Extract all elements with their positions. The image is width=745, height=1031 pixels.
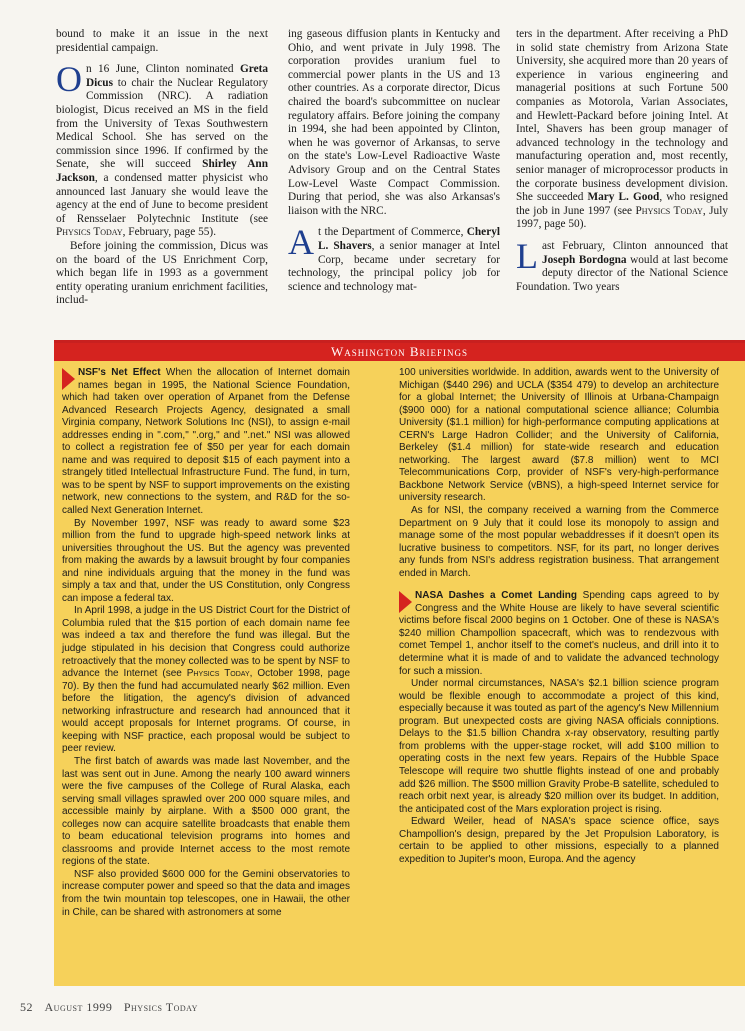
issue-date: August 1999: [44, 1000, 113, 1014]
paragraph: On 16 June, Clinton nominated Greta Dicus to chair the Nuclear Regulatory Commission (NRC). A radiation biologist, Dicus received an MS in the field from the University of Texas Southwestern Medical School. She has served on the commission since 1996. If confirmed by the Senate, she will succeed Shirley Ann Jackson, a condensed matter physicist who announced last January she would leave the agency at the end of June to become president of Rensselaer Polytechnic Institute (see Physics Today, February, page 55).: [56, 59, 268, 239]
person-name: Mary L. Good: [587, 191, 660, 204]
drop-cap: O: [56, 59, 82, 100]
page-number: 52: [20, 1000, 33, 1014]
person-name: Greta Dicus: [86, 63, 268, 89]
drop-cap: L: [516, 235, 538, 276]
briefing-heading: NASA Dashes a Comet Landing: [415, 590, 577, 602]
paragraph: As for NSI, the company received a warning from the Commerce Department on 9 July that it could lose its monopoly to assign and manage some of the most popular webaddresses if it doesn't open its lucrative business to competitors. NSF, for its part, no longer derives any funds from NSI's address registration business. That arrangement ended in March.: [399, 505, 719, 579]
paragraph: ing gaseous diffusion plants in Kentucky and Ohio, and went private in July 1998. The corporation provides uranium fuel to commercial power plants in the US and 13 other countries. As a corporate director, Dicus chaired the board's subcommittee on nuclear regulatory affairs. Before joining the company in 1994, she had been appointed by Clinton, when he was governor of Arkansas, to serve on the state's Low-Level Radioactive Waste Advisory Group and on the Central States Low-Level Waste Compact Commission. During that period, she was also Arkansas's liaison with the NRC.: [288, 28, 500, 217]
article-column-2: [288, 28, 500, 294]
paragraph: NSF's Net Effect When the allocation of Internet domain names began in 1995, the National Science Foundation, which had taken over operation of Arpanet from the Defense Advanced Research Projects Agency, designated a small Virginia company, Network Solutions Inc (NSI), to assign e-mail addresses ending in ".com," ".org," and ".net." NSI was allowed to collect a registration fee of $50 per year for each domain name and was required to deposit $15 of each payment into a strangely titled Intellectual Infrastructure Fund. The fund, in turn, was to be spent by NSF to support improvements on the existing network, new connections to the system, and R&D for the so-called Next Generation Internet.: [62, 367, 350, 517]
paragraph: Before joining the commission, Dicus was on the board of the US Enrichment Corp, which began life in 1993 as a government entity operating uranium enrichment facilities, includ-: [56, 239, 268, 307]
paragraph: At the Department of Commerce, Cheryl L. Shavers, a senior manager at Intel Corp, became under secretary for technology, the principal policy job for science and technology mat-: [288, 222, 500, 293]
briefings-column-2: [399, 367, 719, 866]
paragraph: NSF also provided $600 000 for the Gemini observatories to increase computer power and speed so that the data and images from the twin mountain top telescopes, one in Hawaii, the other in Chile, can be shared with astronomers at some: [62, 868, 350, 918]
article-column-3: [516, 28, 728, 294]
briefings-banner: Washington Briefings: [54, 343, 745, 361]
paragraph: Edward Weiler, head of NASA's space science office, says Champollion's design, prepared by the Jet Propulsion Laboratory, is certain to be applied to other missions, especially to a planned expedition to Jupiter's moon, Europa. And the agency: [399, 816, 719, 865]
article-column-1: [56, 28, 268, 308]
washington-briefings-panel: [54, 340, 745, 986]
person-name: Shirley Ann Jackson: [56, 158, 268, 184]
paragraph: In April 1998, a judge in the US District Court for the District of Columbia ruled that the $15 portion of each domain name fee was indeed a tax and therefore the fund was illegal. But the judge stipulated in his decision that Congress could authorize retroactively that the money collected was to be spent by NSF to advance the Internet (see Physics Today, October 1998, page 70). By then the fund had accumulated nearly $62 million. Even before the litigation, the agency's division of advanced networking infrastructure and research had announced that it would accept proposals for Internet programs. Of course, in keeping with NSF practice, each proposal would be subject to peer review.: [62, 605, 350, 755]
person-name: Cheryl L. Shavers: [318, 226, 500, 252]
paragraph: bound to make it an issue in the next presidential campaign.: [56, 28, 268, 54]
paragraph: NASA Dashes a Comet Landing Spending caps agreed to by Congress and the White House are likely to have several scientific victims before fiscal 2000 begins on 1 October. One of these is NASA's $240 million Champollion spacecraft, which was to rendezvous with comet Tempel 1, anchor itself to the comet's nucleus, and drill into it to determine what it is made of and to validate the advanced technology for such a mission.: [399, 590, 719, 677]
paragraph: 100 universities worldwide. In addition, awards went to the University of Michigan ($440 296) and UCLA ($354 479) to develop an architecture for a global Internet; the University of Illinois at Urbana-Champaign ($900 000) for a national computational science alliance; Columbia University ($1.1 million) for high-performance computing applications at CERN's Large Hadron Collider; and the University of California, Berkeley ($1.4 million) for state-wide research and education networking. The largest award ($7.8 million) went to MCI Telecommunications Corp, provider of NSF's very-high-performance Backbone Network Service (vBNS), a high-speed Internet service for university research.: [399, 367, 719, 504]
red-triangle-icon: [399, 591, 412, 613]
briefing-heading: NSF's Net Effect: [78, 367, 161, 378]
page-footer: [20, 1000, 206, 1015]
paragraph: Under normal circumstances, NASA's $2.1 billion science program would be flexible enough to accommodate a project of this kind, especially because it was touted as part of the agency's New Millennium program. But unexpected costs are giving NASA officials conniptions. Delays to the $1.5 billion Chandra x-ray observatory, resulting partly from problems with the upper-stage rocket, will add $100 million to operating costs in the next few years. Repairs of the Hubble Space Telescope will require two shuttle flights instead of one and probably add $26 million. The $500 million Gravity Probe-B satellite, scheduled to reach orbit next year, is already $20 million over its budget. In addition, the anticipated cost of the Mars exploration project is rising.: [399, 678, 719, 815]
drop-cap: A: [288, 222, 314, 263]
briefings-column-1: [62, 367, 350, 919]
paragraph: ters in the department. After receiving a PhD in solid state chemistry from Arizona State University, she acquired more than 20 years of experience in various engineering and managerial positions at such Fortune 500 companies as Motorola, Varian Associates, and Hewlett-Packard before joining Intel. At Intel, Shavers has been group manager of advanced technology in the technology and manufacturing operation and, most recently, senior manager of microprocessor products in the corporate business development division. She succeeded Mary L. Good, who resigned the job in June 1997 (see Physics Today, July 1997, page 50).: [516, 28, 728, 231]
paragraph: Last February, Clinton announced that Joseph Bordogna would at last become deputy director of the National Science Foundation. Two years: [516, 235, 728, 293]
article-columns: [56, 28, 736, 340]
person-name: Joseph Bordogna: [542, 253, 627, 266]
paragraph: The first batch of awards was made last November, and the last was sent out in June. Among the nearly 100 award winners were the five campuses of the College of Rural Alaska, each serving small villages sprawled over 200 000 square miles, and accessible mainly by airplane. With a $500 000 grant, the colleges now can acquire satellite broadcasts that enable them to beam educational television programs into homes and classrooms and provide Internet access to the most remote regions of the state.: [62, 755, 350, 868]
red-triangle-icon: [62, 368, 75, 390]
journal-name: Physics Today: [123, 1000, 198, 1014]
paragraph: By November 1997, NSF was ready to award some $23 million from the fund to upgrade high-speed network links at universities throughout the US. But the agency was prevented from making the awards by a lawsuit brought by four companies and nine individuals arguing that the money in the fund was simply a tax and that, under the US Constitution, only Congress can impose a federal tax.: [62, 517, 350, 604]
